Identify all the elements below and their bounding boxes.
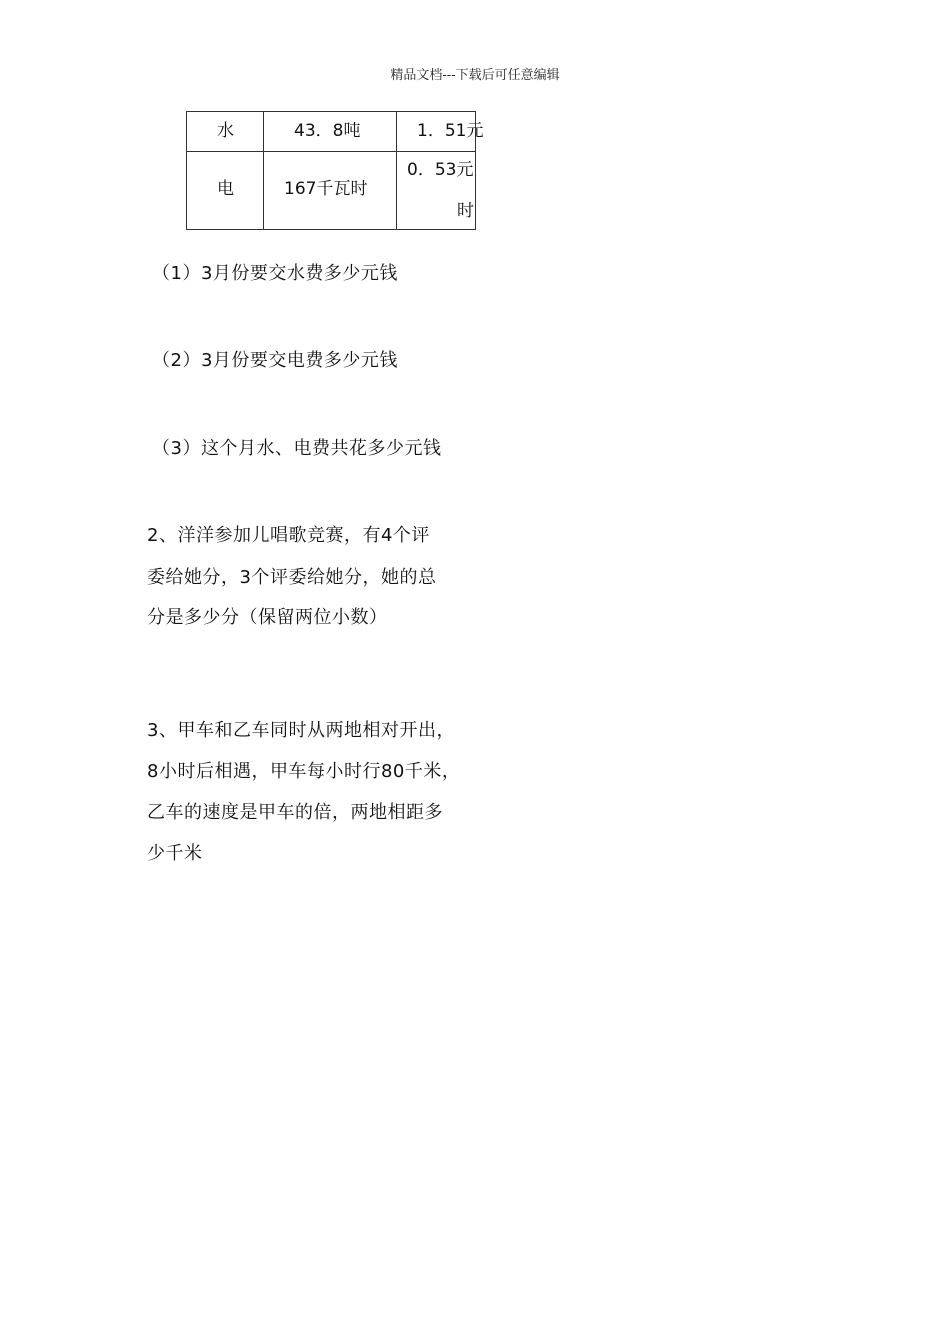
- utility-table: [186, 111, 484, 230]
- question-1-3: （3）这个月水、电费共花多少元钱: [152, 438, 442, 459]
- table-cell: [264, 112, 397, 152]
- question-3-line: 少千米: [147, 843, 203, 864]
- question-1-1: （1）3月份要交水费多少元钱: [152, 263, 398, 284]
- table-row: [187, 152, 476, 230]
- item-label: 电: [217, 179, 234, 199]
- item-label: 水: [217, 121, 234, 141]
- question-3-line: 乙车的速度是甲车的倍，两地相距多: [147, 802, 443, 823]
- price-value-wrap: 时: [457, 201, 474, 221]
- amount-value: 43．8吨: [294, 121, 361, 141]
- table-row: [187, 112, 476, 152]
- table-cell: [397, 112, 484, 152]
- question-2-line: 2、洋洋参加儿唱歌竞赛，有4个评: [147, 525, 430, 546]
- question-2-line: 分是多少分（保留两位小数）: [147, 607, 388, 628]
- price-value: 0．53元: [407, 160, 474, 180]
- table-cell: [187, 152, 264, 230]
- question-3-line: 8小时后相遇，甲车每小时行80千米，: [147, 761, 461, 782]
- price-value: 1．51元: [417, 121, 484, 141]
- table-cell: [264, 152, 397, 230]
- question-2-line: 委给她分，3个评委给她分，她的总: [147, 567, 437, 588]
- table-cell: [397, 152, 476, 230]
- question-3-line: 3、甲车和乙车同时从两地相对开出，: [147, 720, 455, 741]
- page-header: 精品文档---下载后可任意编辑: [390, 68, 560, 83]
- amount-value: 167千瓦时: [284, 179, 368, 199]
- table-cell: [187, 112, 264, 152]
- question-1-2: （2）3月份要交电费多少元钱: [152, 350, 398, 371]
